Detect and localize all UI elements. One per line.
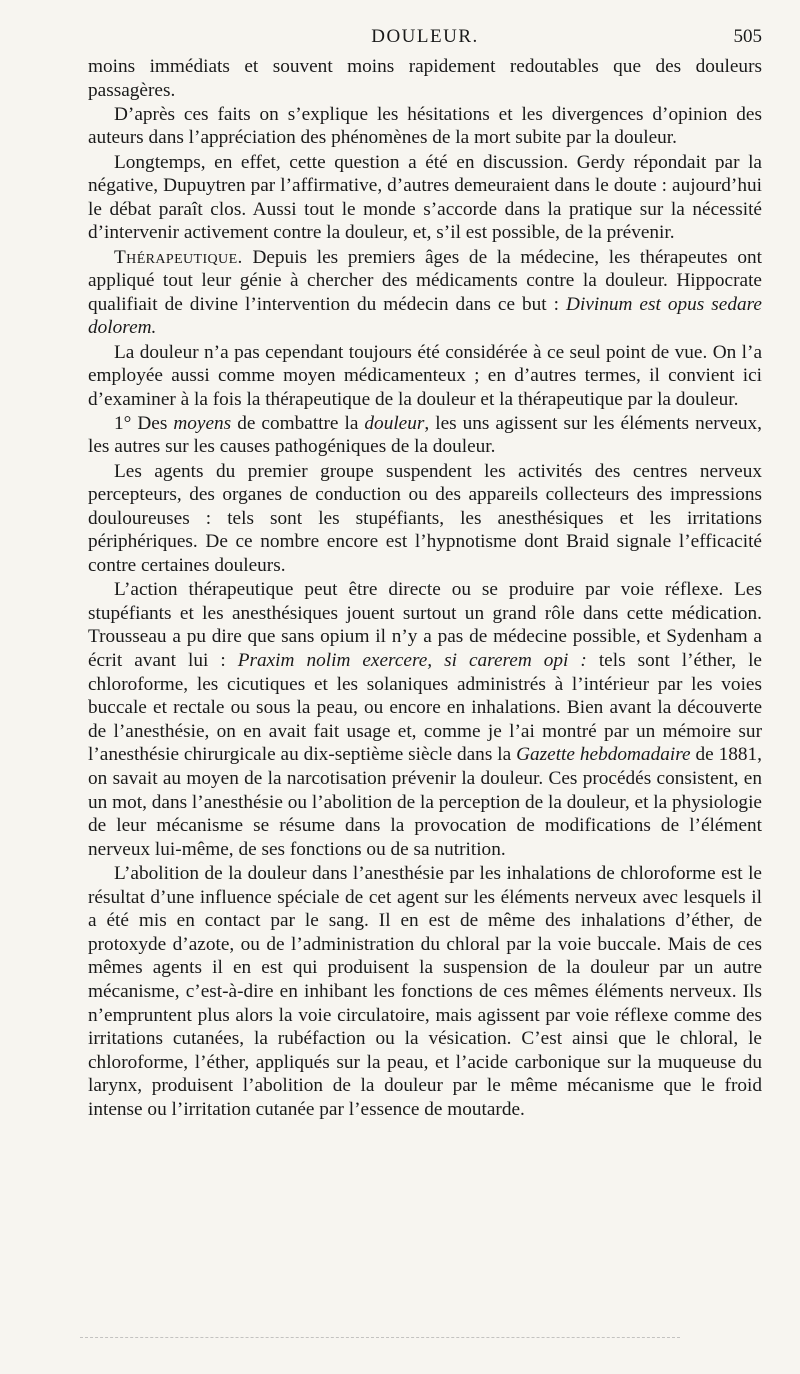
- moyens-text-b: de combattre la: [231, 412, 365, 434]
- body-text: [88, 55, 762, 1122]
- action-text-c: de 1881, on savait au moyen de la narcotisation prévenir la douleur. Ces procédés consistent, en un mot, dans l’anesthésie ou l’abolition de la perception de la douleur, et la physiologie de leur mécanisme se résume dans la provocation de modifications de l’élément nerveux lui-même, de ses fonctions ou de sa nutrition.: [88, 744, 762, 860]
- running-title: DOULEUR.: [371, 26, 479, 47]
- paragraph-agents: Les agents du premier groupe suspendent les activités des centres nerveux percepteurs, des organes de conduction ou des appareils collecteurs des impressions douloureuses : tels sont les stupéfiants, les anesthésiques et les irritations périphériques. De ce nombre encore est l’hypnotisme dont Braid signale l’efficacité contre certaines douleurs.: [88, 460, 762, 577]
- paragraph-abolition: L’abolition de la douleur dans l’anesthésie par les inhalations de chloroforme est le résultat d’une influence spéciale de cet agent sur les éléments nerveux avec lesquels il a été mis en contact par le sang. Il en est de même des inhalations d’éther, de protoxyde d’azote, ou de l’administration du chloral par la voie buccale. Mais de ces mêmes agents il en est qui produisent la suspension de la douleur par un autre mécanisme, c’est-à-dire en inhibant les fonctions de ces mêmes éléments nerveux. Ils n’empruntent plus alors la voie circulatoire, mais agissent par voie réflexe comme des irritations cutanées, la rubéfaction ou la vésication. C’est ainsi que le chloral, le chloroforme, l’éther, appliqués sur la peau, et l’acide carbonique sur la muqueuse du larynx, produisent l’abolition de la douleur par le même mécanisme que le froid intense ou l’irritation cutanée par l’essence de moutarde.: [88, 862, 762, 1120]
- paragraph-hesitations: D’après ces faits on s’explique les hésitations et les divergences d’opinion des auteurs dans l’appréciation des phénomènes de la mort subite par la douleur.: [88, 103, 762, 149]
- action-text-a: L’action thérapeutique peut être directe ou se produire par voie réflexe. Les stupéfiants et les anesthésiques jouent surtout un grand rôle dans cette médication. Trousseau a pu dire que sans opium il n’y a pas de médecine possible, et Sydenham a écrit avant lui :: [88, 579, 762, 671]
- paragraph-moyens: [88, 412, 762, 459]
- footer-rule: [80, 1337, 680, 1338]
- paragraph-action: [88, 578, 762, 861]
- journal-title: Gazette hebdomadaire: [516, 744, 691, 766]
- emphasis-douleur: douleur: [364, 412, 425, 434]
- paragraph-therapeutique: [88, 246, 762, 340]
- list-number: 1°: [114, 412, 132, 434]
- paragraph-discussion: Longtemps, en effet, cette question a été en discussion. Gerdy répondait par la négative, Dupuytren par l’affirmative, d’autres demeuraient dans le doute : aujourd’hui le débat paraît clos. Aussi tout le monde s’accorde dans la pratique sur la nécessité d’intervenir activement contre la douleur, et, s’il est possible, de la prévenir.: [88, 151, 762, 244]
- latin-quote-sydenham: Praxim nolim exercere, si carerem opi :: [237, 650, 587, 671]
- paragraph-continuation: moins immédiats et souvent moins rapidement redoutables que des douleurs passagères.: [88, 56, 762, 101]
- paragraph-usage: La douleur n’a pas cependant toujours été considérée à ce seul point de vue. On l’a employée aussi comme moyen médicamenteux ; en d’autres termes, il convient ici d’examiner à la fois la thérapeutique de la douleur et la thérapeutique par la douleur.: [88, 341, 762, 410]
- emphasis-moyens: moyens: [173, 412, 232, 434]
- moyens-text-a: Des: [131, 412, 174, 434]
- page-number: 505: [733, 26, 762, 47]
- therapeutique-text: Depuis les premiers âges de la médecine, les thérapeutes ont appliqué tout leur génie à chercher des médicaments contre la douleur. Hippocrate qualifiait de divine l’intervention du médecin dans ce but :: [88, 246, 762, 315]
- latin-quote-hippocrate: Divinum est opus sedare dolorem.: [88, 293, 762, 339]
- action-text-b: tels sont l’éther, le chloroforme, les cicutiques et les solaniques administrés à l’intérieur par les voies buccale et rectale ou sous la peau, ou encore en inhalations. Bien avant la découverte de l’anesthésie, on en avait fait usage et, comme je l’ai montré par un mémoire sur l’anesthésie chirurgicale au dix-septième siècle dans la: [88, 650, 762, 766]
- moyens-text-c: , les uns agissent sur les éléments nerveux, les autres sur les causes pathogéniques de la douleur.: [88, 412, 762, 458]
- running-head: [88, 26, 762, 52]
- section-heading-therapeutique: Thérapeutique.: [114, 246, 243, 268]
